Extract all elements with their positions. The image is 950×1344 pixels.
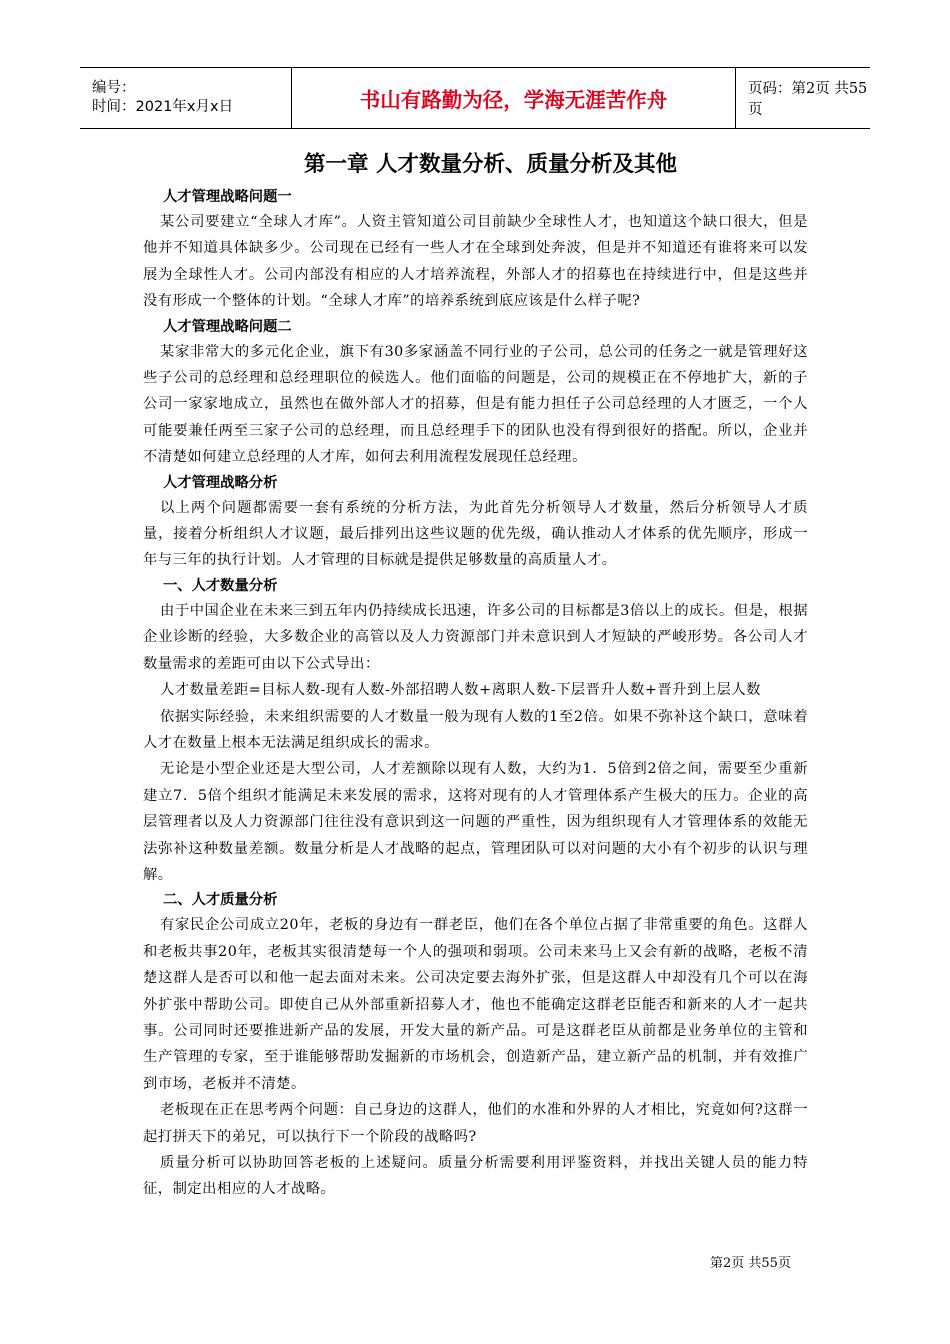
section-heading: 人才管理战略问题一 xyxy=(163,189,292,205)
page-footer: 第2页 共55页 xyxy=(710,1256,791,1271)
section-heading: 人才管理战略分析 xyxy=(163,474,278,491)
formula-paragraph: 人才数量差距=目标人数-现有人数-外部招聘人数+离职人数-下层晋升人数+晋升到上层人数 xyxy=(160,682,761,699)
paragraph: 依据实际经验，未来组织需要的人才数量一般为现有人数的1至2倍。如果不弥补这个缺口，意味着人才在数量上根本无法满足组织成长的需求。 xyxy=(143,708,808,751)
header-meta xyxy=(80,68,292,128)
chapter-title: 第一章 人才数量分析、质量分析及其他 xyxy=(304,152,677,177)
paragraph: 由于中国企业在未来三到五年内仍持续成长迅速，许多公司的目标都是3倍以上的成长。但是，根据企业诊断的经验，大多数企业的高管以及人力资源部门并未意识到人才短缺的严峻形势。各公司人才数量需求的差距可由以下公式导出： xyxy=(143,602,808,672)
section-heading: 二、人才质量分析 xyxy=(163,892,278,909)
document-time-label: 时间：2021年x月x日 xyxy=(92,99,234,115)
header-motto xyxy=(292,68,736,128)
document-body xyxy=(143,148,808,1203)
document-number-label: 编号： xyxy=(92,80,136,96)
page-number-label: 页码：第2页 共55页 xyxy=(748,81,868,118)
section-heading: 人才管理战略问题二 xyxy=(163,318,292,335)
page-header xyxy=(80,67,870,129)
paragraph: 无论是小型企业还是大型公司，人才差额除以现有人数，大约为1．5倍到2倍之间，需要至少重新建立7．5倍个组织才能满足未来发展的需求，这将对现有的人才管理体系产生极大的压力。企业的高层管理者以及人力资源部门往往没有意识到这一问题的严重性，因为组织现有人才管理体系的效能无法弥补这种数量差额。数量分析是人才战略的起点，管理团队可以对问题的大小有个初步的认识与理解。 xyxy=(143,761,808,883)
paragraph: 质量分析可以协助回答老板的上述疑问。质量分析需要利用评鉴资料，并找出关键人员的能力特征，制定出相应的人才战略。 xyxy=(143,1155,808,1198)
paragraph: 老板现在正在思考两个问题：自己身边的这群人，他们的水准和外界的人才相比，究竟如何?这群一起打拼天下的弟兄，可以执行下一个阶段的战略吗? xyxy=(143,1102,808,1145)
header-page-number xyxy=(736,68,870,128)
paragraph: 以上两个问题都需要一套有系统的分析方法，为此首先分析领导人才数量，然后分析领导人才质量，接着分析组织人才议题，最后排列出这些议题的优先级，确认推动人才体系的优先顺序，形成一年与三年的执行计划。人才管理的目标就是提供足够数量的高质量人才。 xyxy=(143,499,808,569)
paragraph: 某家非常大的多元化企业，旗下有30多家涵盖不同行业的子公司，总公司的任务之一就是管理好这些子公司的总经理和总经理职位的候选人。他们面临的问题是，公司的规模正在不停地扩大，新的子公司一家家地成立，虽然也在做外部人才的招募，但是有能力担任子公司总经理的人才匮乏，一个人可能要兼任两至三家子公司的总经理，而且总经理手下的团队也没有得到很好的搭配。所以，企业并不清楚如何建立总经理的人才库，如何去利用流程发展现任总经理。 xyxy=(143,343,808,466)
paragraph: 某公司要建立“全球人才库”。人资主管知道公司目前缺少全球性人才，也知道这个缺口很大，但是他并不知道具体缺多少。公司现在已经有一些人才在全球到处奔波，但是并不知道还有谁将来可以发展为全球性人才。公司内部没有相应的人才培养流程，外部人才的招募也在持续进行中，但是这些并没有形成一个整体的计划。“全球人才库”的培养系统到底应该是什么样子呢? xyxy=(143,214,808,310)
motto-text: 书山有路勤为径，学海无涯苦作舟 xyxy=(359,88,668,112)
paragraph: 有家民企公司成立20年，老板的身边有一群老臣，他们在各个单位占据了非常重要的角色。这群人和老板共事20年，老板其实很清楚每一个人的强项和弱项。公司未来马上又会有新的战略，老板不清楚这群人是否可以和他一起去面对未来。公司决定要去海外扩张，但是这群人中却没有几个可以在海外扩张中帮助公司。即使自己从外部重新招募人才，他也不能确定这群老臣能否和新来的人才一起共事。公司同时还要推进新产品的发展，开发大量的新产品。可是这群老臣从前都是业务单位的主管和生产管理的专家，至于谁能够帮助发掘新的市场机会，创造新产品，建立新产品的机制，并有效推广到市场，老板并不清楚。 xyxy=(143,917,808,1092)
section-heading: 一、人才数量分析 xyxy=(163,577,278,594)
